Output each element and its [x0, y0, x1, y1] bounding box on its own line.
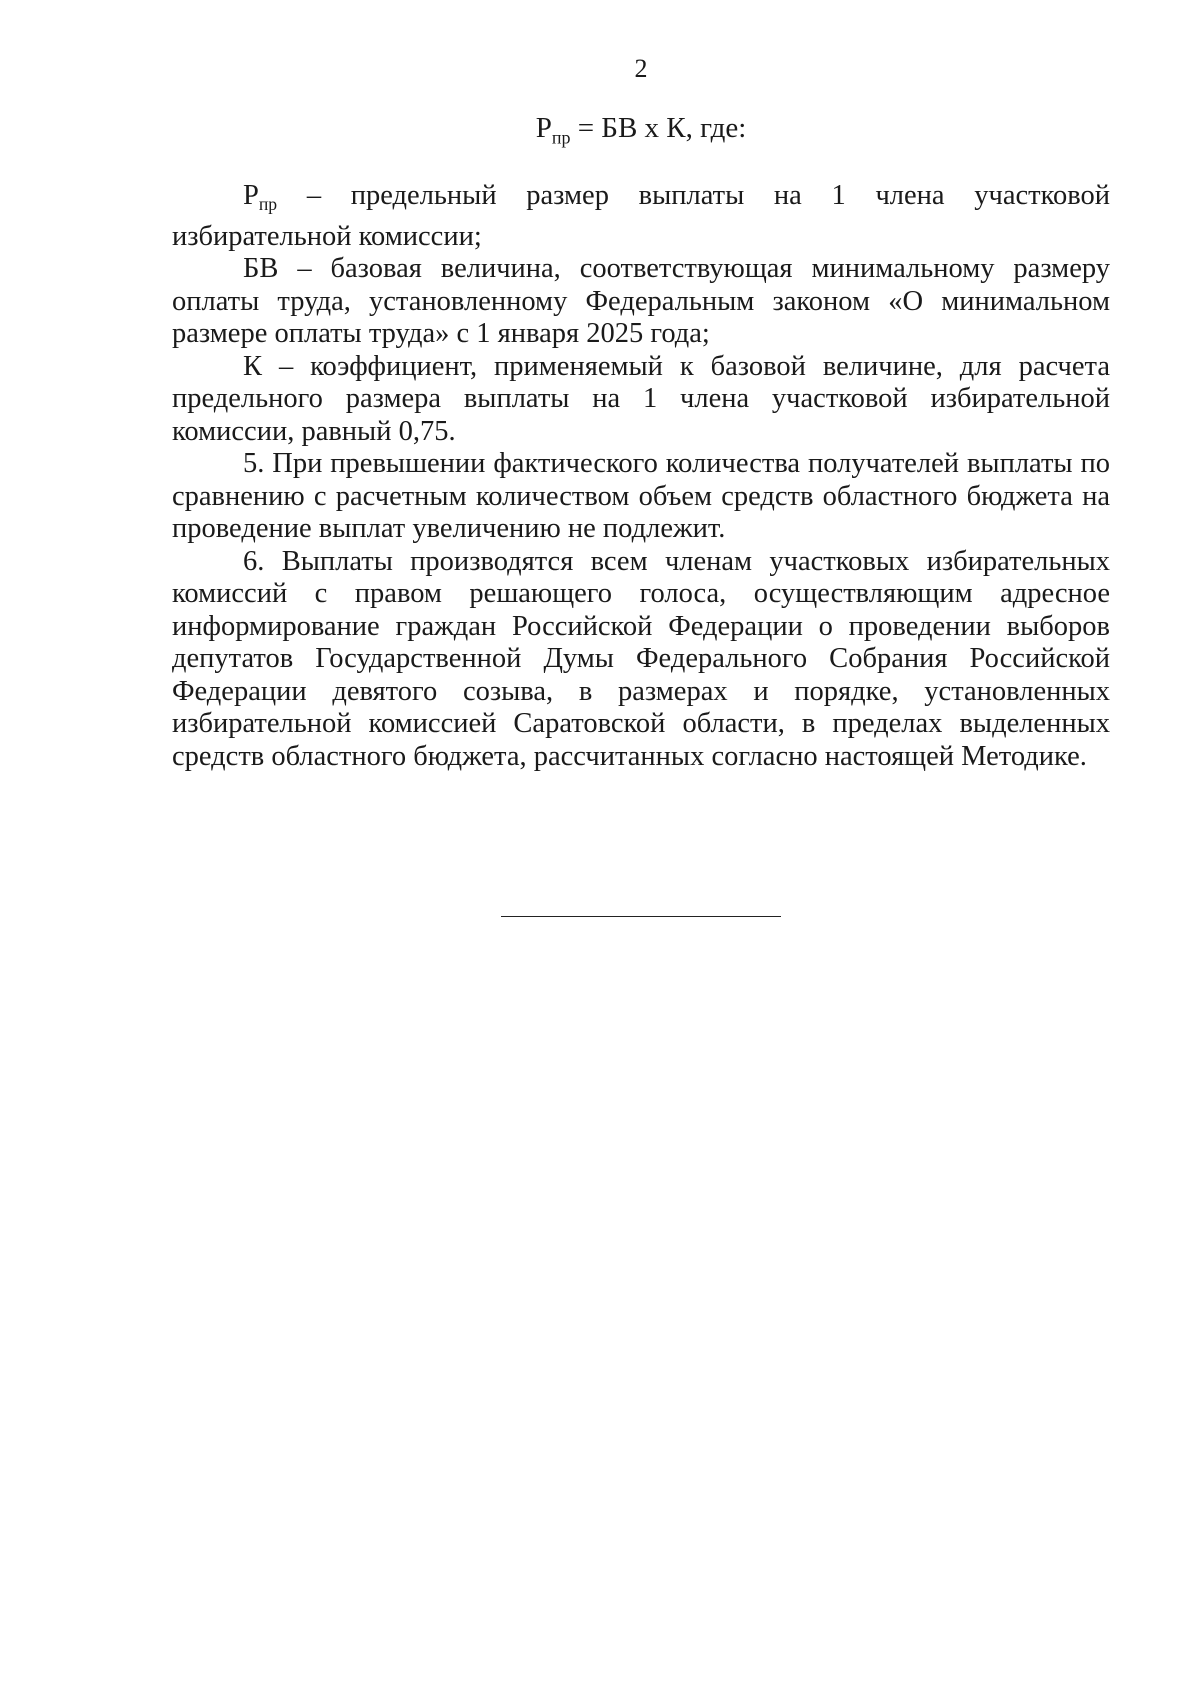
page-number: 2 [634, 54, 648, 83]
definition-k [172, 351, 1110, 449]
formula-rhs: = БВ х К, где: [570, 112, 747, 144]
closing-separator-line [501, 916, 781, 917]
document-body [172, 180, 1110, 773]
definition-text: – предельный размер выплаты на 1 члена участковой избирательной комиссии; [172, 180, 1110, 252]
definition-symbol-letter: Р [243, 180, 259, 211]
paragraph-5: 5. При превышении фактического количества получателей выплаты по сравнению с расчетным количеством объем средств областного бюджета на проведение выплат увеличению не подлежит. [172, 448, 1110, 545]
definition-symbol: К [243, 350, 263, 382]
definition-symbol [243, 180, 278, 215]
definition-symbol: БВ [243, 253, 279, 285]
definition-text: – коэффициент, применяемый к базовой величине, для расчета предельного размера выплаты на 1 члена участковой избирательной комиссии, равный 0,75. [172, 350, 1110, 447]
definition-text: – базовая величина, соответствующая минимальному размеру оплаты труда, установленному Федеральным законом «О минимальном размере оплаты труда» с 1 января 2025 года; [172, 253, 1110, 350]
definition-rpr [172, 180, 1110, 253]
formula-lhs-subscript: пр [551, 127, 571, 148]
definition-bv [172, 253, 1110, 351]
definition-symbol-subscript: пр [258, 194, 278, 215]
paragraph-6: 6. Выплаты производятся всем членам участковых избирательных комиссий с правом решающего голоса, осуществляющим адресное информирование граждан Российской Федерации о проведении выборов депутатов Государственной Думы Федерального Собрания Российской Федерации девятого созыва, в размерах и порядке, установленных избирательной комиссией Саратовской области, в пределах выделенных средств областного бюджета, рассчитанных согласно настоящей Методике. [172, 545, 1110, 772]
formula-lhs-symbol: Р [535, 112, 552, 144]
formula [0, 112, 1200, 148]
